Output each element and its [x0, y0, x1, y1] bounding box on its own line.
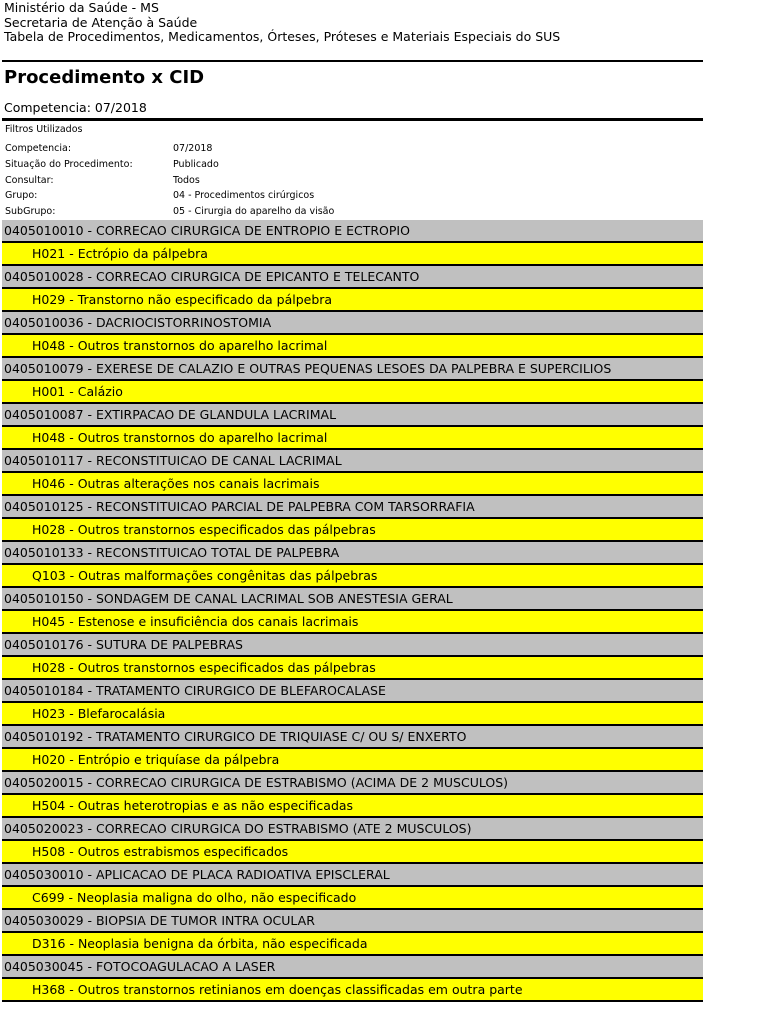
cid-row: D316 - Neoplasia benigna da órbita, não especificada — [2, 933, 703, 956]
report-competencia: Competencia: 07/2018 — [4, 100, 147, 115]
filter-row — [5, 143, 705, 155]
ministry-line: Ministério da Saúde - MS — [4, 0, 159, 15]
procedure-row: 0405010176 - SUTURA DE PALPEBRAS — [2, 634, 703, 657]
procedure-row: 0405010184 - TRATAMENTO CIRURGICO DE BLEFAROCALASE — [2, 680, 703, 703]
filter-row — [5, 159, 705, 171]
cid-row: H048 - Outros transtornos do aparelho lacrimal — [2, 335, 703, 358]
cid-row: H368 - Outros transtornos retinianos em doenças classificadas em outra parte — [2, 979, 703, 1002]
secretariat-line: Secretaria de Atenção à Saúde — [4, 14, 198, 30]
filter-label: Competencia: — [5, 143, 72, 154]
cid-row: H001 - Calázio — [2, 381, 703, 404]
filter-value: 05 - Cirurgia do aparelho da visão — [173, 206, 335, 217]
procedure-row: 0405030045 - FOTOCOAGULACAO A LASER — [2, 956, 703, 979]
cid-row: H504 - Outras heterotropias e as não especificadas — [2, 795, 703, 818]
title-divider — [2, 118, 703, 121]
procedure-row: 0405010133 - RECONSTITUICAO TOTAL DE PALPEBRA — [2, 542, 703, 565]
filter-label: Grupo: — [5, 190, 38, 201]
procedure-cid-list — [2, 220, 703, 1002]
report-title: Procedimento x CID — [4, 67, 205, 88]
cid-row: H021 - Ectrópio da pálpebra — [2, 243, 703, 266]
cid-row: H046 - Outras alterações nos canais lacrimais — [2, 473, 703, 496]
filter-label: Consultar: — [5, 175, 54, 186]
procedure-row: 0405010125 - RECONSTITUICAO PARCIAL DE PALPEBRA COM TARSORRAFIA — [2, 496, 703, 519]
procedure-row: 0405010117 - RECONSTITUICAO DE CANAL LACRIMAL — [2, 450, 703, 473]
cid-row: H028 - Outros transtornos especificados das pálpebras — [2, 657, 703, 680]
cid-row: H023 - Blefarocalásia — [2, 703, 703, 726]
procedure-row: 0405010192 - TRATAMENTO CIRURGICO DE TRIQUIASE C/ OU S/ ENXERTO — [2, 726, 703, 749]
filter-row — [5, 190, 705, 202]
document-header — [4, 1, 560, 45]
cid-row: H048 - Outros transtornos do aparelho lacrimal — [2, 427, 703, 450]
filter-value: Todos — [173, 175, 200, 186]
procedure-row: 0405010087 - EXTIRPACAO DE GLANDULA LACRIMAL — [2, 404, 703, 427]
procedure-row: 0405030029 - BIOPSIA DE TUMOR INTRA OCULAR — [2, 910, 703, 933]
filter-row — [5, 175, 705, 187]
procedure-row: 0405010028 - CORRECAO CIRURGICA DE EPICANTO E TELECANTO — [2, 266, 703, 289]
cid-row: C699 - Neoplasia maligna do olho, não especificado — [2, 887, 703, 910]
procedure-row: 0405010150 - SONDAGEM DE CANAL LACRIMAL SOB ANESTESIA GERAL — [2, 588, 703, 611]
cid-row: Q103 - Outras malformações congênitas das pálpebras — [2, 565, 703, 588]
cid-row: H045 - Estenose e insuficiência dos canais lacrimais — [2, 611, 703, 634]
filter-value: Publicado — [173, 159, 219, 170]
procedure-row: 0405030010 - APLICACAO DE PLACA RADIOATIVA EPISCLERAL — [2, 864, 703, 887]
filter-value: 07/2018 — [173, 143, 213, 154]
filter-row — [5, 206, 705, 218]
procedure-row: 0405010010 - CORRECAO CIRURGICA DE ENTROPIO E ECTROPIO — [2, 220, 703, 243]
header-divider — [2, 60, 703, 62]
cid-row: H029 - Transtorno não especificado da pálpebra — [2, 289, 703, 312]
procedure-row: 0405020015 - CORRECAO CIRURGICA DE ESTRABISMO (ACIMA DE 2 MUSCULOS) — [2, 772, 703, 795]
procedure-row: 0405020023 - CORRECAO CIRURGICA DO ESTRABISMO (ATE 2 MUSCULOS) — [2, 818, 703, 841]
filter-label: SubGrupo: — [5, 206, 56, 217]
table-name-line: Tabela de Procedimentos, Medicamentos, Órteses, Próteses e Materiais Especiais do SUS — [4, 29, 561, 44]
filter-label: Situação do Procedimento: — [5, 159, 133, 170]
procedure-row: 0405010036 - DACRIOCISTORRINOSTOMIA — [2, 312, 703, 335]
cid-row: H508 - Outros estrabismos especificados — [2, 841, 703, 864]
procedure-row: 0405010079 - EXERESE DE CALAZIO E OUTRAS PEQUENAS LESOES DA PALPEBRA E SUPERCILIOS — [2, 358, 703, 381]
cid-row: H028 - Outros transtornos especificados das pálpebras — [2, 519, 703, 542]
filters-title: Filtros Utilizados — [5, 124, 83, 135]
cid-row: H020 - Entrópio e triquíase da pálpebra — [2, 749, 703, 772]
filter-value: 04 - Procedimentos cirúrgicos — [173, 190, 315, 201]
